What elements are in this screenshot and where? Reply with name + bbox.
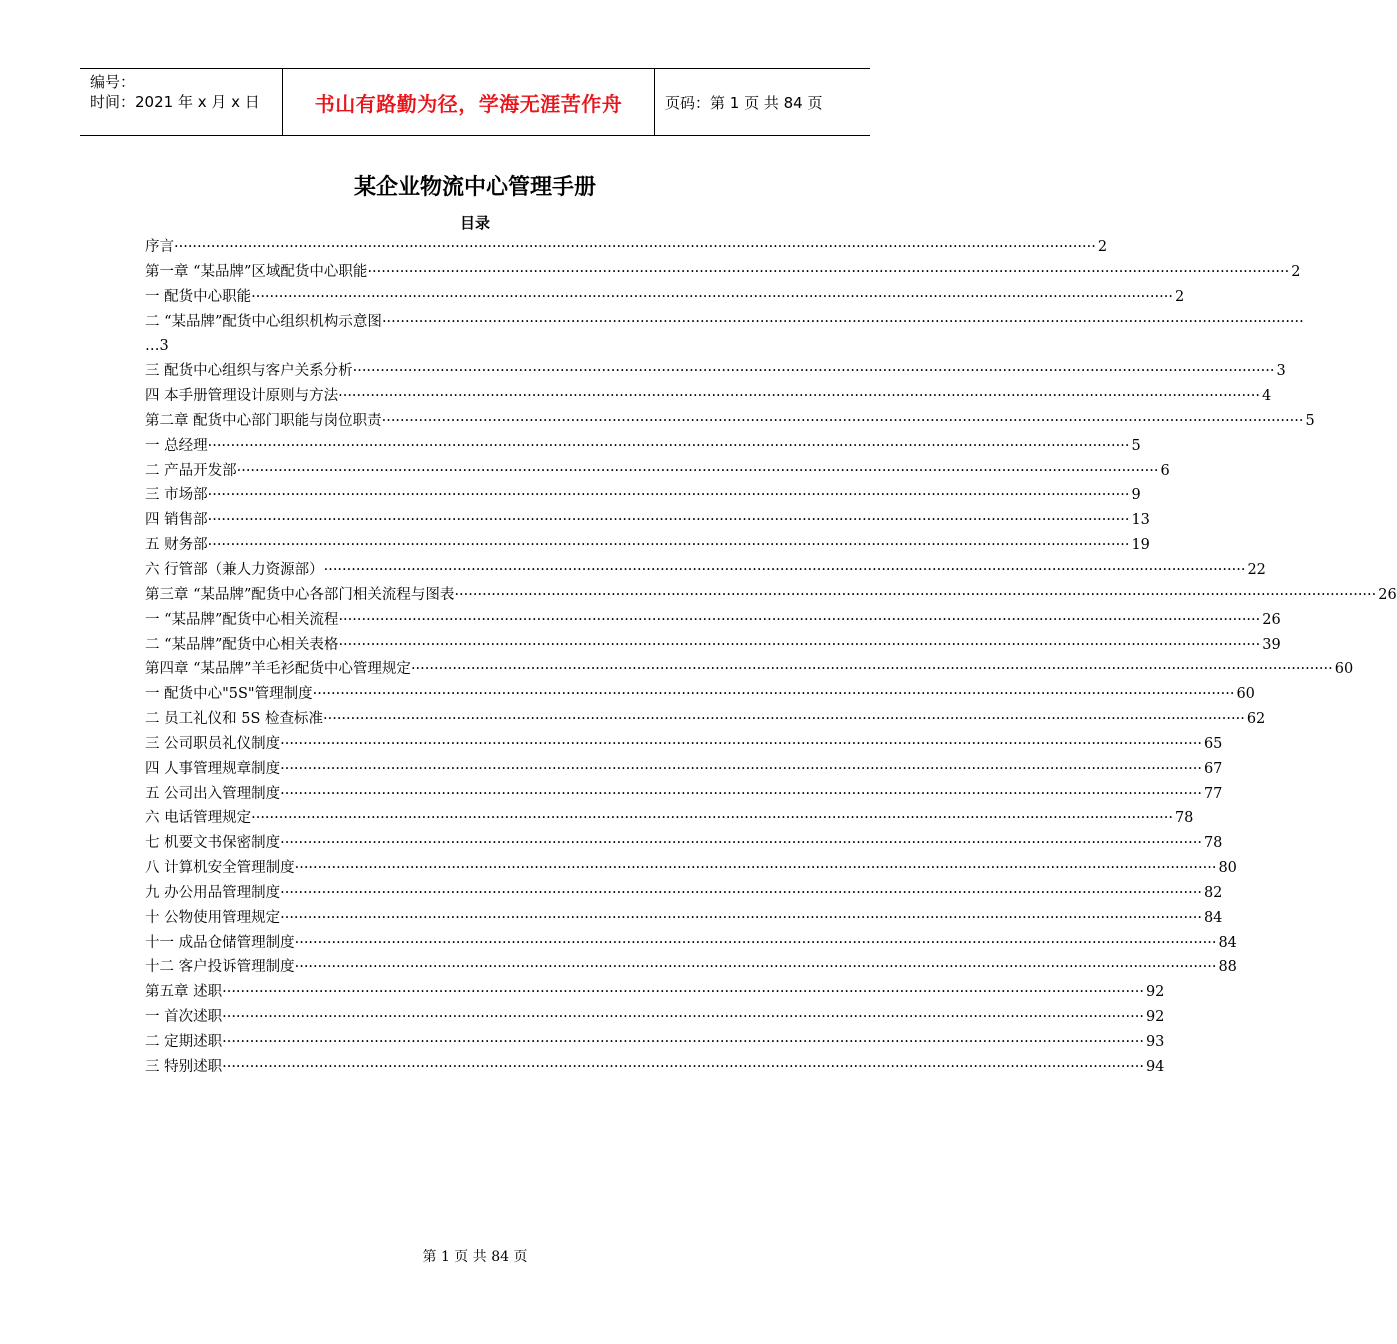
toc-entry-page: 5 [1131,437,1141,454]
toc-entry-label: 四 销售部 [145,512,208,529]
toc-entry [145,732,1223,757]
toc-entry-page: 93 [1145,1034,1165,1050]
toc-entry [145,707,1266,732]
toc-entry-label: 十 公物使用管理规定 [145,909,281,926]
toc-entry [145,533,1150,558]
toc-entry-page: 22 [1247,561,1266,578]
toc-leader-dots: ········································································································································································································ [236,462,1159,479]
toc-entry-label: 四 本手册管理设计原则与方法 [145,388,339,405]
toc-entry [145,1030,1165,1055]
time-label: 时间：2021 年 x 月 x 日 [90,93,260,111]
toc-leader-dots: ········································································································································································································ [174,239,1096,255]
toc-leader-dots: ········································································································································································································ [323,711,1245,728]
toc-entry-page: 60 [1334,661,1354,678]
toc-leader-dots: ········································································································································································································ [323,561,1246,578]
toc-entry [145,782,1223,807]
toc-leader-dots: ········································································································································································································ [207,437,1130,454]
toc-entry-label: 一 配货中心职能 [145,288,252,305]
toc-entry [145,831,1223,856]
number-label: 编号： [90,73,136,91]
toc-entry-label: 二 员工礼仪和 5S 检查标准 [145,711,323,728]
toc-entry-label: 第四章 “某品牌”羊毛衫配货中心管理规定 [145,661,411,678]
toc-entry [145,633,1281,658]
toc-leader-dots: ········································································································································································································ [280,785,1202,802]
toc-entry-page: 9 [1131,487,1141,504]
toc-entry-page: 65 [1203,735,1223,752]
toc-entry-label: 六 电话管理规定 [145,810,252,827]
toc-entry-label: 三 特别述职 [145,1058,223,1075]
table-of-contents [145,235,1397,1080]
toc-entry [145,583,1397,608]
toc-entry-page: 5 [1305,412,1315,429]
toc-leader-dots: ········································································································································································································ [222,1034,1144,1050]
toc-leader-dots: ········································································································································································································ [222,1058,1144,1075]
toc-entry-page [1304,310,1306,335]
toc-leader-dots: ········································································································································································································ [454,586,1377,603]
toc-entry-page: 2 [1291,263,1301,280]
toc-leader-dots: ········································································································································································································ [280,735,1202,752]
toc-entry-page: 39 [1262,636,1281,653]
toc-entry [145,260,1301,285]
toc-entry-label: 二 产品开发部 [145,462,237,479]
toc-entry-page: 26 [1378,586,1397,603]
toc-leader-dots: ········································································································································································································ [381,313,1304,330]
toc-heading: 目录 [459,214,490,232]
toc-entry-label: 六 行管部（兼人力资源部） [145,561,324,578]
toc-entry [145,434,1141,459]
toc-leader-dots: ········································································································································································································ [294,934,1217,951]
toc-entry-label: 八 计算机安全管理制度 [145,860,295,877]
document-title: 某企业物流中心管理手册 [353,175,596,200]
page-footer: 第 1 页 共 84 页 [422,1249,528,1265]
toc-entry-label: 一 “某品牌”配货中心相关流程 [145,611,339,628]
toc-entry-label: 一 首次述职 [145,1009,223,1026]
toc-entry-page: 82 [1203,884,1223,901]
toc-leader-dots: ········································································································································································································ [381,412,1304,429]
toc-entry-label: 第三章 “某品牌”配货中心各部门相关流程与图表 [145,586,455,603]
toc-entry [145,757,1223,782]
toc-entry-page: 78 [1203,835,1223,852]
toc-entry [145,285,1185,310]
toc-entry-page: 77 [1203,785,1223,802]
toc-entry-label: 二 “某品牌”配货中心组织机构示意图 [145,313,382,330]
toc-entry [145,359,1286,384]
header-meta [80,69,282,135]
document-header [80,68,870,136]
toc-entry [145,558,1266,583]
toc-entry [145,310,1304,335]
toc-entry-page: 84 [1218,934,1237,951]
toc-entry [145,608,1281,633]
toc-entry [145,409,1315,434]
toc-entry [145,1055,1165,1080]
toc-entry-label: 一 配货中心"5S"管理制度 [145,686,313,703]
toc-entry-label: 十二 客户投诉管理制度 [145,959,295,976]
toc-leader-dots: ········································································································································································································ [352,363,1275,380]
toc-entry-label: 第五章 述职 [145,984,223,1001]
toc-entry [145,657,1354,682]
toc-entry-label: 一 总经理 [145,437,208,454]
toc-entry-page: 2 [1097,239,1108,255]
toc-leader-dots: ········································································································································································································ [280,884,1202,901]
toc-leader-dots: ········································································································································································································ [222,1009,1144,1026]
toc-entry [145,384,1272,409]
toc-leader-dots: ········································································································································································································ [280,760,1202,777]
toc-entry [145,931,1237,956]
toc-entry [145,235,1108,260]
header-page-info: 页码：第 1 页 共 84 页 [665,93,823,112]
toc-entry-label: 二 定期述职 [145,1034,223,1050]
toc-entry [145,459,1170,484]
toc-leader-dots: ········································································································································································································ [294,860,1217,877]
toc-leader-dots: ········································································································································································································ [338,388,1260,405]
toc-entry [145,334,810,359]
toc-leader-dots: ········································································································································································································ [294,959,1217,976]
toc-entry-page: 92 [1145,1009,1165,1026]
toc-entry-page: 6 [1160,462,1170,479]
toc-entry-page: 92 [1145,984,1165,1001]
toc-entry [145,906,1223,931]
toc-leader-dots: ········································································································································································································ [207,487,1130,504]
toc-leader-dots: ········································································································································································································ [222,984,1144,1001]
toc-leader-dots: ········································································································································································································ [338,636,1261,653]
toc-entry-page: 13 [1131,512,1150,529]
toc-entry-page: 62 [1246,711,1266,728]
toc-entry-page: 26 [1262,611,1281,628]
toc-entry [145,508,1150,533]
toc-entry-label: 四 人事管理规章制度 [145,760,281,777]
toc-entry [145,483,1141,508]
toc-entry-page: 67 [1203,760,1223,777]
toc-entry [145,1005,1165,1030]
toc-leader-dots: ········································································································································································································ [367,263,1290,280]
toc-entry [145,682,1255,707]
toc-entry [145,881,1223,906]
toc-entry-label: 九 办公用品管理制度 [145,884,281,901]
toc-leader-dots: ········································································································································································································ [251,288,1173,305]
toc-entry-page: 80 [1218,860,1237,877]
toc-entry-label: …3 [145,338,169,355]
toc-entry [145,856,1237,881]
toc-leader-dots: ········································································································································································································ [251,810,1173,827]
toc-entry-label: 五 财务部 [145,537,208,554]
toc-entry-label: 十一 成品仓储管理制度 [145,934,295,951]
toc-entry-page: 19 [1131,537,1150,554]
toc-entry-page: 60 [1236,686,1255,703]
toc-entry-page: 78 [1174,810,1194,827]
toc-leader-dots: ········································································································································································································ [312,686,1235,703]
toc-entry-label: 第一章 “某品牌”区域配货中心职能 [145,263,368,280]
toc-leader-dots: ········································································································································································································ [207,512,1130,529]
toc-entry-page: 94 [1145,1058,1165,1075]
toc-entry-page: 4 [1261,388,1272,405]
toc-entry-label: 二 “某品牌”配货中心相关表格 [145,636,339,653]
toc-leader-dots: ········································································································································································································ [338,611,1261,628]
toc-leader-dots: ········································································································································································································ [207,537,1130,554]
toc-leader-dots: ········································································································································································································ [410,661,1333,678]
toc-entry-page: 3 [1276,363,1286,380]
toc-entry-label: 七 机要文书保密制度 [145,835,281,852]
toc-entry-page [169,334,171,359]
toc-entry [145,806,1194,831]
toc-entry-page: 88 [1218,959,1237,976]
header-motto: 书山有路勤为径，学海无涯苦作舟 [282,69,655,135]
toc-entry-page: 2 [1174,288,1185,305]
toc-entry-label: 五 公司出入管理制度 [145,785,281,802]
toc-entry-label: 第二章 配货中心部门职能与岗位职责 [145,412,382,429]
toc-entry-label: 三 市场部 [145,487,208,504]
toc-entry [145,980,1165,1005]
toc-leader-dots: ········································································································································································································ [280,835,1202,852]
toc-entry-label: 三 配货中心组织与客户关系分析 [145,363,353,380]
toc-leader-dots: ········································································································································································································ [280,909,1202,926]
toc-entry-label: 序言 [145,239,174,255]
toc-entry-page: 84 [1203,909,1223,926]
toc-entry [145,955,1237,980]
toc-entry-label: 三 公司职员礼仪制度 [145,735,281,752]
